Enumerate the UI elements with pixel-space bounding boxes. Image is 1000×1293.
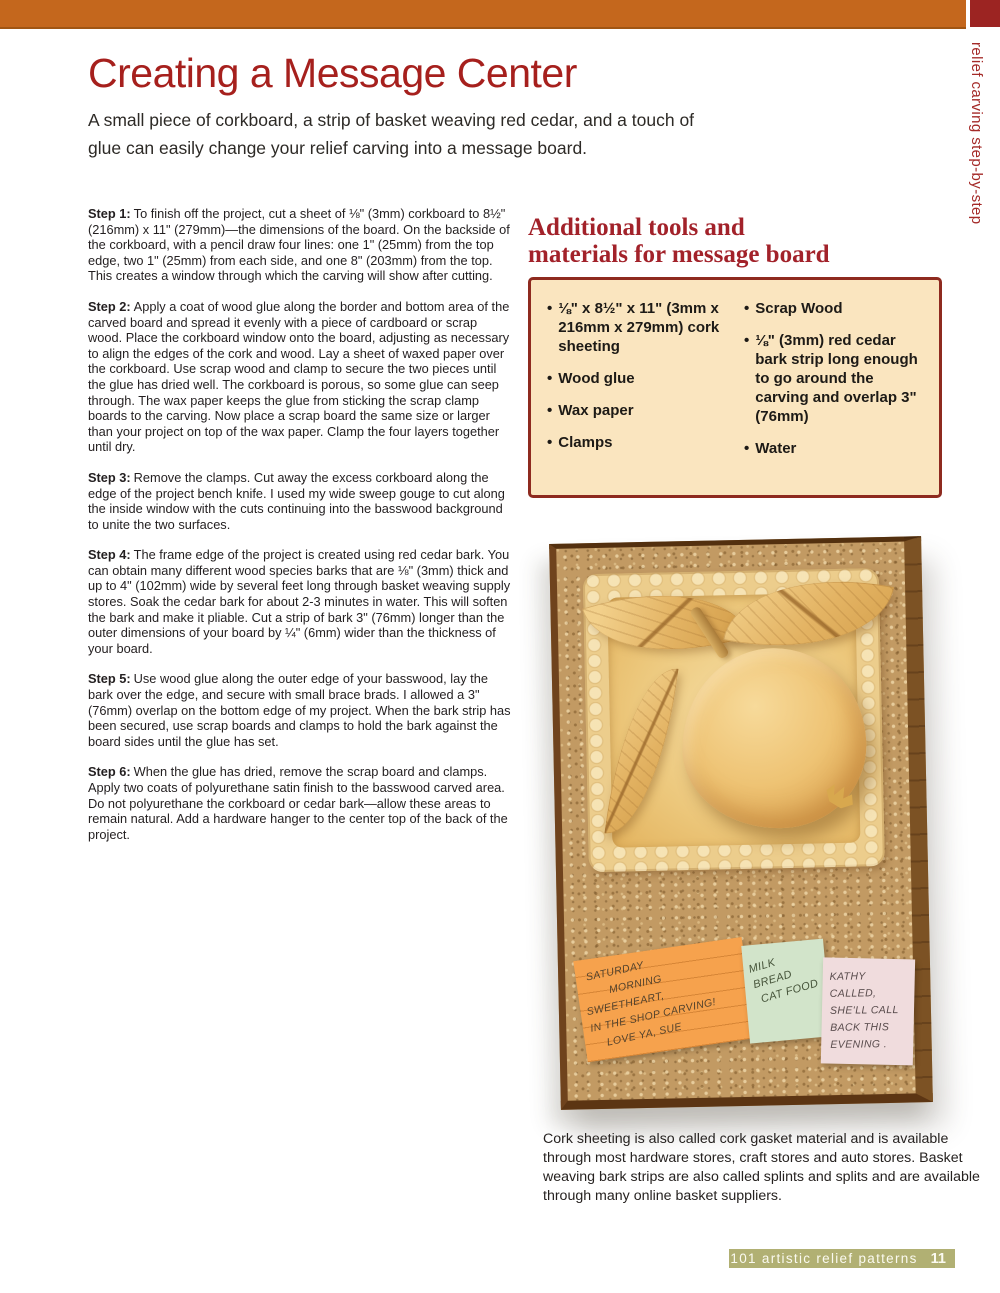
bullet-icon: [547, 401, 552, 420]
step-6-label: Step 6:: [88, 764, 131, 780]
tool-item: [547, 433, 730, 452]
bullet-icon: [744, 331, 749, 426]
step-1: [88, 206, 514, 284]
step-5-label: Step 5:: [88, 671, 131, 687]
carved-panel: [583, 568, 885, 872]
sticky-note-green: [741, 939, 832, 1044]
bullet-icon: [547, 433, 552, 452]
tool-item: [547, 401, 730, 420]
step-4-text: The frame edge of the project is created using red cedar bark. You can obtain many different wood species barks that are ⅛" (3mm) thick and up to 4" (102mm) wide by several feet long through basket weaving supply stores. Soak the cedar bark for about 2-3 minutes in water. This will soften the bark and make it pliable. Cut a strip of bark 3" (76mm) longer than the outer dimensions of your board by ¼" (6mm) wider than the thickness of your board.: [88, 547, 511, 656]
top-orange-bar: [0, 0, 966, 29]
step-5: [88, 671, 514, 749]
bullet-icon: [547, 299, 552, 356]
bullet-icon: [547, 369, 552, 388]
page-title: Creating a Message Center: [88, 50, 577, 96]
step-5-text: Use wood glue along the outer edge of your basswood, lay the bark over the edge, and secure with small brace brads. I allowed a 3" (76mm) overlap on the bottom edge of my project. When the bark strip has been secured, use scrap boards and clamps to hold the bark against the board sides until the glue has set.: [88, 671, 511, 749]
note-text: KATHY CALLED, SHE'LL CALL BACK THIS EVENING .: [829, 970, 899, 1051]
top-red-corner-block: [970, 0, 1000, 27]
step-3-text: Remove the clamps. Cut away the excess corkboard along the edge of the project bench knife. I used my wide sweep gouge to cut along the inside window with the cuts continuing into the basswood background to unite the two surfaces.: [88, 469, 505, 532]
step-3: [88, 470, 514, 532]
note-text: MILK BREAD CAT FOOD: [747, 956, 820, 1007]
tools-box-heading: [528, 214, 948, 268]
chapter-edge-tab: relief carving step-by-step: [968, 42, 985, 225]
tool-item: [547, 369, 730, 388]
tool-item-label: ⅛" (3mm) red cedar bark strip long enough to go around the carving and overlap 3" (76mm): [755, 332, 918, 425]
step-2: [88, 299, 514, 455]
step-4-label: Step 4:: [88, 547, 131, 563]
tool-item-label: Scrap Wood: [755, 300, 843, 317]
tool-item-label: Water: [755, 440, 797, 457]
message-board-photo: [545, 532, 945, 1124]
step-2-text: Apply a coat of wood glue along the border and bottom area of the carved board and spread it evenly with a piece of cardboard or scrap wood. Place the corkboard window onto the board, adjusting as necessary to align the edges of the cork and wood. Lay a sheet of waxed paper over the corkboard. Use scrap wood and clamp to secure the two pieces until the glue has dried well. The corkboard is porous, so some glue can seep through. The wax paper keeps the glue from sticking the scrap clamp boards to the carving. Now place a scrap board the same size or larger than your project on top of the wax paper. Clamp the four layers together until dry.: [88, 298, 510, 455]
tools-box-heading-line1: Additional tools and: [528, 214, 745, 241]
step-2-label: Step 2:: [88, 298, 131, 314]
note-text: SATURDAY MORNING SWEETHEART, IN THE SHOP CARVING! LOVE YA, SUE: [578, 959, 718, 1052]
footer-book-title: 101 artistic relief patterns: [730, 1251, 918, 1266]
step-1-label: Step 1:: [88, 206, 131, 221]
tools-box-right-column: [744, 299, 927, 495]
tool-item: [744, 439, 927, 458]
tool-item: [744, 331, 927, 426]
tool-item-label: Clamps: [558, 434, 613, 451]
tool-item: [744, 299, 927, 318]
step-6-text: When the glue has dried, remove the scrap board and clamps. Apply two coats of polyurethane satin finish to the basswood carved area. Do not polyurethane the corkboard or cedar bark—allow these areas to remain natural. Add a hardware hanger to the center top of the back of the project.: [88, 764, 508, 842]
footer-bar: [729, 1249, 955, 1268]
tool-item-label: Wood glue: [558, 370, 635, 387]
footer-page-number: 11: [930, 1250, 946, 1267]
tool-item: [547, 299, 730, 356]
bullet-icon: [744, 439, 749, 458]
intro-paragraph: A small piece of corkboard, a strip of basket weaving red cedar, and a touch of glue can easily change your relief carving into a message board.: [88, 110, 695, 158]
bullet-icon: [744, 299, 749, 318]
tool-item-label: Wax paper: [558, 402, 634, 419]
photo-caption: Cork sheeting is also called cork gasket material and is available through most hardware stores, craft stores and auto stores. Basket weaving bark strips are also called splints and splits and are available through many online basket suppliers.: [543, 1131, 980, 1204]
steps-column: [88, 206, 514, 857]
sticky-note-orange: [573, 937, 756, 1062]
step-3-label: Step 3:: [88, 469, 131, 485]
step-4: [88, 547, 514, 656]
tools-box-heading-line2: materials for message board: [528, 241, 830, 268]
carved-message-board: [549, 536, 933, 1110]
tools-materials-box: [528, 277, 942, 498]
step-1-text: To finish off the project, cut a sheet of ⅛" (3mm) corkboard to 8½" (216mm) x 11" (279mm)—the dimensions of the board. On the backside of the corkboard, with a pencil draw four lines: one 1" (25mm) from the top edge, two 1" (25mm) from each side, and one 8" (203mm) from the top. This creates a window through which the carving will show after cutting.: [88, 206, 510, 284]
sticky-note-pink: [821, 957, 915, 1065]
tools-box-left-column: [547, 299, 730, 495]
tool-item-label: ⅛" x 8½" x 11" (3mm x 216mm x 279mm) cork sheeting: [558, 300, 720, 355]
step-6: [88, 764, 514, 842]
